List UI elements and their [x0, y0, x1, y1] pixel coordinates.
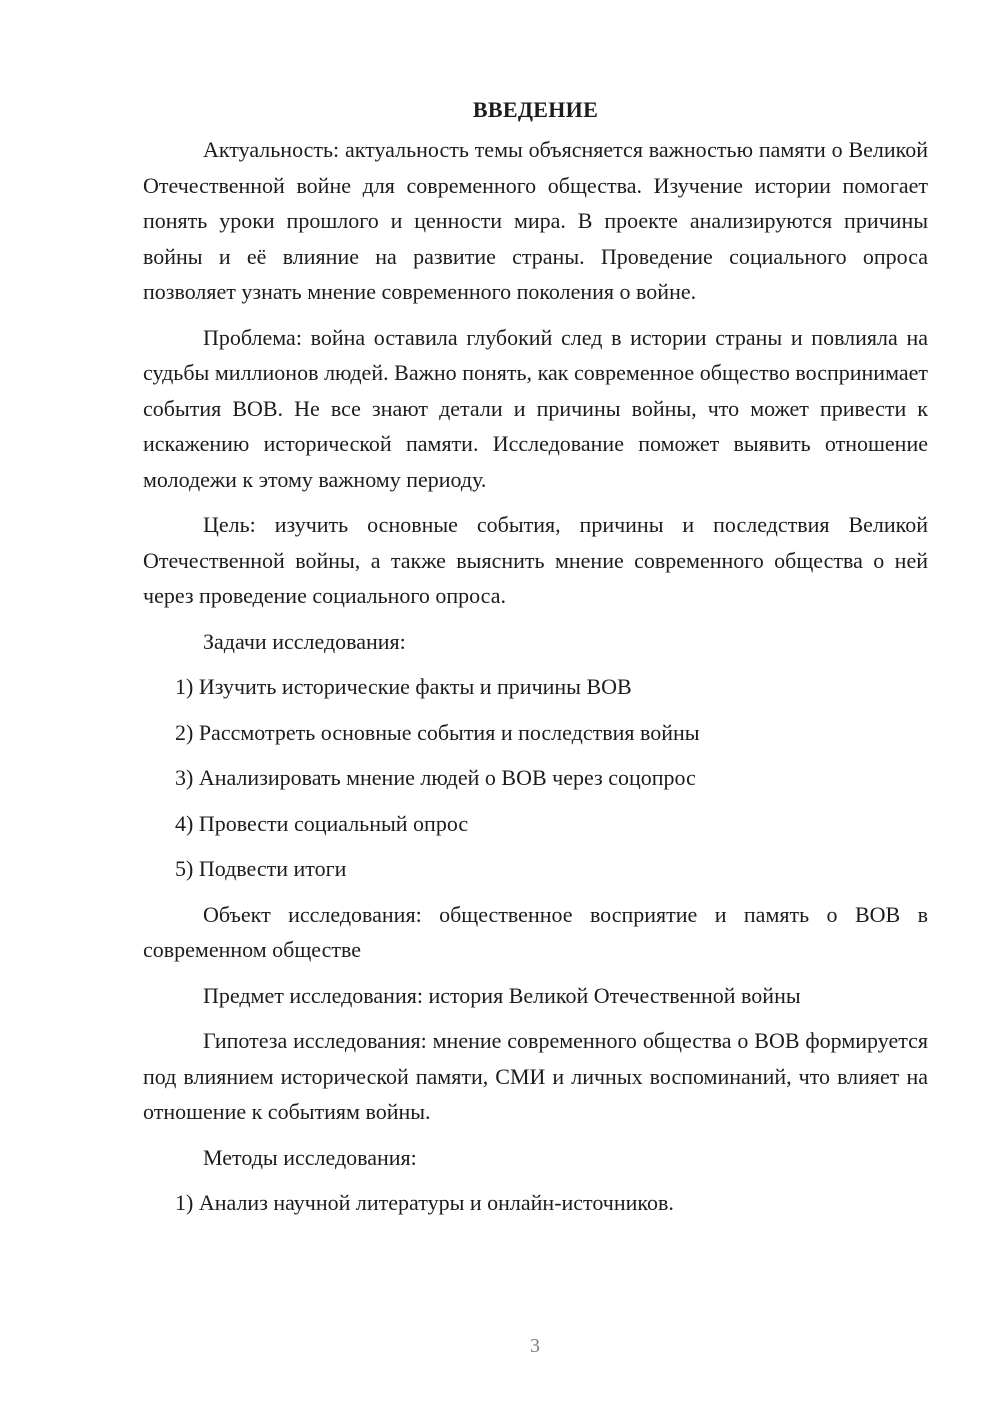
- task-item: 4) Провести социальный опрос: [175, 810, 469, 836]
- tasks-heading: Задачи исследования:: [203, 628, 406, 654]
- object-paragraph: Объект исследования: общественное восприятие и память о ВОВ в современном обществе: [143, 901, 928, 962]
- problem-paragraph: Проблема: война оставила глубокий след в истории страны и повлияла на судьбы миллионов людей. Важно понять, как современное общество воспринимает события ВОВ. Не все знают детали и причины войны, что может привести к искажению исторической памяти. Исследование поможет выявить отношение молодежи к этому важному периоду.: [143, 324, 928, 492]
- task-item: 3) Анализировать мнение людей о ВОВ через соцопрос: [175, 765, 696, 790]
- task-item: 5) Подвести итоги: [175, 856, 347, 881]
- task-item: 2) Рассмотреть основные события и последствия войны: [175, 719, 700, 745]
- method-item: 1) Анализ научной литературы и онлайн-источников.: [175, 1190, 674, 1215]
- section-title: ВВЕДЕНИЕ: [472, 97, 599, 122]
- goal-paragraph: Цель: изучить основные события, причины и последствия Великой Отечественной войны, а также выяснить мнение современного общества о ней через проведение социального опроса.: [143, 512, 928, 608]
- methods-heading: Методы исследования:: [203, 1144, 417, 1170]
- page-content: [143, 96, 928, 1231]
- hypothesis-paragraph: Гипотеза исследования: мнение современного общества о ВОВ формируется под влиянием исторической памяти, СМИ и личных воспоминаний, что влияет на отношение к событиям войны.: [143, 1028, 928, 1124]
- task-item: 1) Изучить исторические факты и причины ВОВ: [175, 674, 632, 699]
- tasks-list: [143, 669, 928, 887]
- subject-paragraph: Предмет исследования: история Великой Отечественной войны: [203, 982, 801, 1008]
- relevance-paragraph: Актуальность: актуальность темы объясняется важностью памяти о Великой Отечественной войне для современного общества. Изучение истории помогает понять уроки прошлого и ценности мира. В проекте анализируются причины войны и её влияние на развитие страны. Проведение социального опроса позволяет узнать мнение современного поколения о войне.: [143, 137, 928, 304]
- page-number: 3: [530, 1335, 540, 1357]
- methods-list: [143, 1185, 928, 1221]
